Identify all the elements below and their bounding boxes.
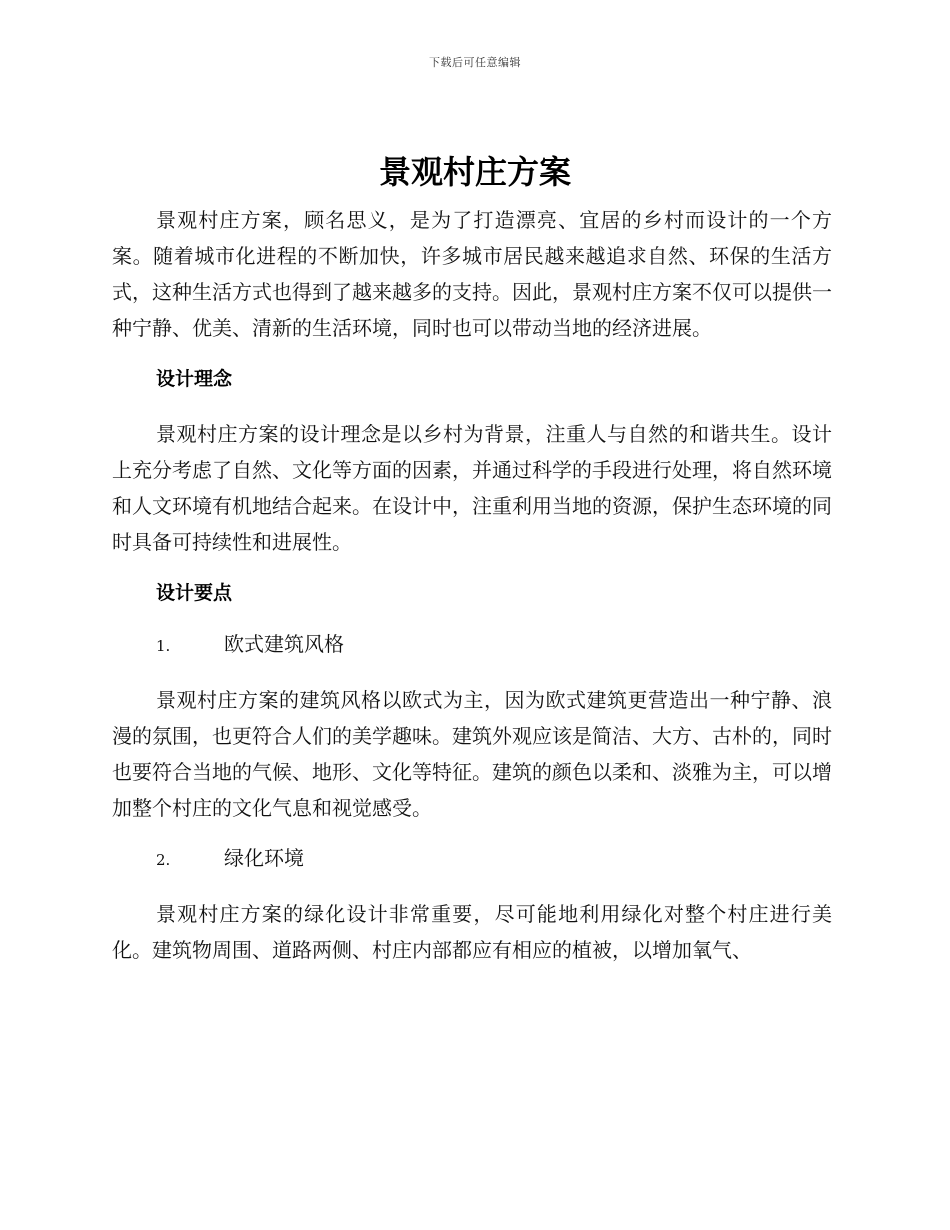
document-title: 景观村庄方案 <box>378 153 571 191</box>
section-heading-design-concept: 设计理念 <box>156 368 233 390</box>
design-concept-paragraph: 景观村庄方案的设计理念是以乡村为背景，注重人与自然的和谐共生。设计上充分考虑了自然、文化等方面的因素，并通过科学的手段进行处理，将自然环境和人文环境有机地结合起来。在设计中，注重利用当地的资源，保护生态环境的同时具备可持续性和进展性。 <box>112 422 832 554</box>
numbered-item-2 <box>156 840 832 878</box>
greening-paragraph: 景观村庄方案的绿化设计非常重要，尽可能地利用绿化对整个村庄进行美化。建筑物周围、道路两侧、村庄内部都应有相应的植被，以增加氧气、 <box>112 902 832 962</box>
numbered-item-1 <box>156 626 832 664</box>
item-label: 欧式建筑风格 <box>224 632 344 656</box>
item-number: 2. <box>156 851 171 869</box>
item-label: 绿化环境 <box>224 846 304 870</box>
intro-paragraph: 景观村庄方案，顾名思义，是为了打造漂亮、宜居的乡村而设计的一个方案。随着城市化进程的不断加快，许多城市居民越来越追求自然、环保的生活方式，这种生活方式也得到了越来越多的支持。因此，景观村庄方案不仅可以提供一种宁静、优美、清新的生活环境，同时也可以带动当地的经济进展。 <box>112 208 832 340</box>
item-number: 1. <box>156 637 171 655</box>
section-heading-design-points: 设计要点 <box>156 582 233 604</box>
document-body <box>112 202 832 986</box>
architecture-style-paragraph: 景观村庄方案的建筑风格以欧式为主，因为欧式建筑更营造出一种宁静、浪漫的氛围，也更符合人们的美学趣味。建筑外观应该是简洁、大方、古朴的，同时也要符合当地的气候、地形、文化等特征。建筑的颜色以柔和、淡雅为主，可以增加整个村庄的文化气息和视觉感受。 <box>112 688 832 820</box>
page-header: 下载后可任意编辑 <box>429 56 521 69</box>
